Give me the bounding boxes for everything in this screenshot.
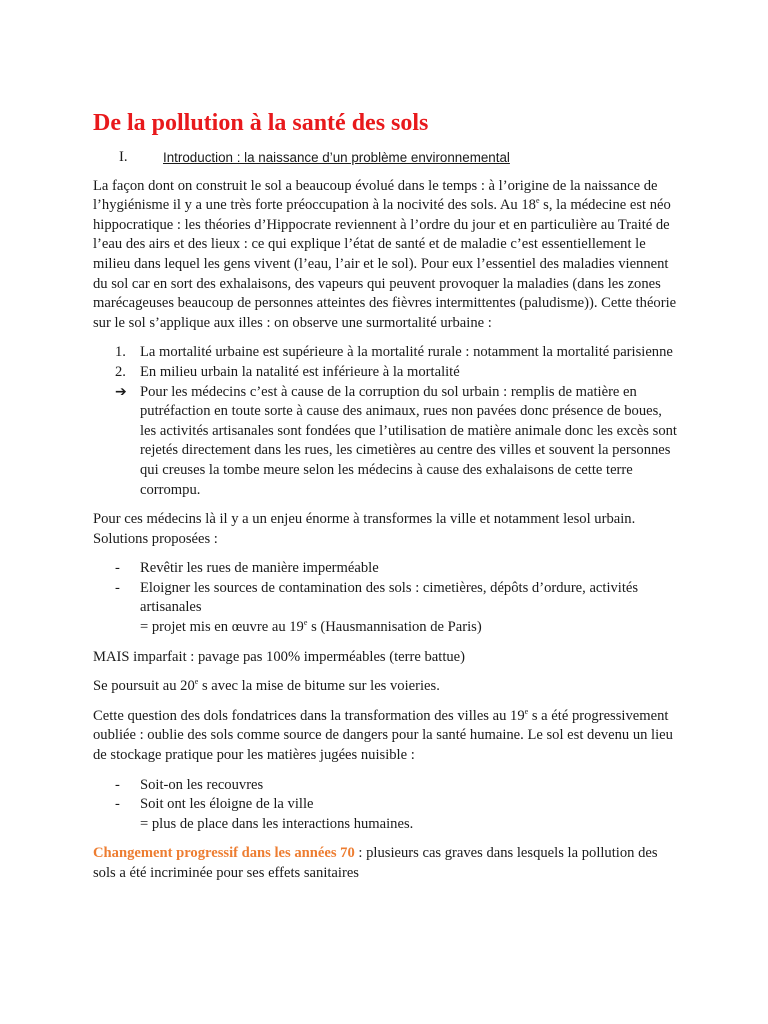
- paragraph-oubli: [93, 707, 678, 766]
- list-marker: 1.: [115, 344, 126, 361]
- arrow-icon: ➔: [115, 383, 127, 400]
- superscript: e: [524, 706, 529, 716]
- numbered-list: [93, 343, 678, 500]
- list-item-text: En milieu urbain la natalité est inférieure à la mortalité: [140, 363, 460, 380]
- paragraph-bitume: [93, 677, 678, 697]
- paragraph-changement: [93, 844, 678, 883]
- eq1-rest: s (Hausmannisation de Paris): [307, 619, 482, 636]
- list-item: [93, 363, 678, 383]
- paragraph-solutions: Pour ces médecins là il y a un enjeu énorme à transformes la ville et notamment lesol urbain. Solutions proposées :: [93, 511, 636, 547]
- list-item: [93, 559, 678, 579]
- document-page: [93, 108, 678, 894]
- list-item-text: Revêtir les rues de manière imperméable: [140, 560, 379, 577]
- paragraph-changement-rest: : plusieurs cas graves dans lesquels la pollution des sols a été incriminée pour ses effets sanitaires: [93, 845, 658, 881]
- list-item-text: La mortalité urbaine est supérieure à la mortalité rurale : notamment la mortalité parisienne: [140, 344, 673, 361]
- list-item: [93, 343, 678, 363]
- section-heading: [93, 148, 678, 168]
- list-item-text: Soit ont les éloigne de la ville: [140, 796, 314, 813]
- superscript: e: [535, 196, 540, 206]
- highlight-text: Changement progressif dans les années 70: [93, 845, 355, 862]
- para4-text: Se poursuit au 20: [93, 678, 195, 695]
- para5-text: Cette question des dols fondatrices dans la transformation des villes au 19: [93, 707, 525, 724]
- paragraph-intro-text: La façon dont on construit le sol a beaucoup évolué dans le temps : à l’origine de la naissance de l’hygiénisme il y a une très forte préoccupation à la nocivité des sols. Au 18: [93, 177, 658, 214]
- list-item: [93, 383, 678, 501]
- list-item-text: Soit-on les recouvres: [140, 776, 264, 793]
- dash-marker: -: [115, 796, 120, 813]
- superscript: e: [303, 618, 308, 628]
- dash-list-stockage: [93, 776, 678, 815]
- list-item: [93, 579, 678, 618]
- dash-list-solutions: [93, 559, 678, 618]
- list-marker: 2.: [115, 363, 126, 380]
- para4-rest: s avec la mise de bitume sur les voieries.: [198, 678, 440, 695]
- list-item-text: Pour les médecins c’est à cause de la corruption du sol urbain : remplis de matière en putréfaction en toute sorte à cause des animaux, rues non pavées donc présence de boues, les activités artisanales sont fondées que l’utilisation de matière animale donc les excès sont rejetés directement dans les rues, les cimetières au centre des villes et souvent la personnes qui creuses la tombe meure selon les médecins à cause des exhalaisons de cette terre corrompu.: [140, 383, 677, 498]
- section-label: Introduction : la naissance d’un problème environnemental: [163, 150, 510, 165]
- paragraph-intro-rest: s, la médecine est néo hippocratique : les théories d’Hippocrate reviennent à l’ordre du jour et en particulière au Traité de l’eau des airs et des lieux : ce qui explique l’état de santé et de maladie c’est essentiellement le milieu dans lequel les gens vivent (l’eau, l’air et le sol). Pour eux l’essentiel des maladies viennent du sol car en sort des exhalaisons, des vapeurs qui peuvent provoquer la maladies (dans les zones marécageuses beaucoup de personnes atteintes des fièvres intermittentes (paludisme)). Cette théorie sur le sol s’applique aux illes : on observe une surmortalité urbaine :: [93, 197, 677, 331]
- dash-marker: -: [115, 560, 120, 577]
- dash-marker: -: [115, 776, 120, 793]
- list-item-text: Eloigner les sources de contamination des sols : cimetières, dépôts d’ordure, activités artisanales: [140, 579, 639, 616]
- para5-rest: s a été progressivement oubliée : oublie des sols comme source de dangers pour la santé humaine. Le sol est devenu un lieu de stockage pratique pour les matières jugées nuisible :: [93, 707, 673, 764]
- page-title: De la pollution à la santé des sols: [93, 110, 429, 136]
- paragraph-mais: MAIS imparfait : pavage pas 100% imperméables (terre battue): [93, 648, 466, 665]
- section-number: I.: [119, 149, 128, 165]
- list-item: [93, 776, 678, 796]
- eq1-text: = projet mis en œuvre au 19: [140, 619, 304, 636]
- superscript: e: [194, 677, 199, 687]
- paragraph-equals-2: = plus de place dans les interactions humaines.: [140, 815, 414, 832]
- dash-marker: -: [115, 579, 120, 596]
- paragraph-intro: [93, 177, 678, 334]
- paragraph-equals-1: [93, 618, 678, 638]
- list-item: [93, 795, 678, 815]
